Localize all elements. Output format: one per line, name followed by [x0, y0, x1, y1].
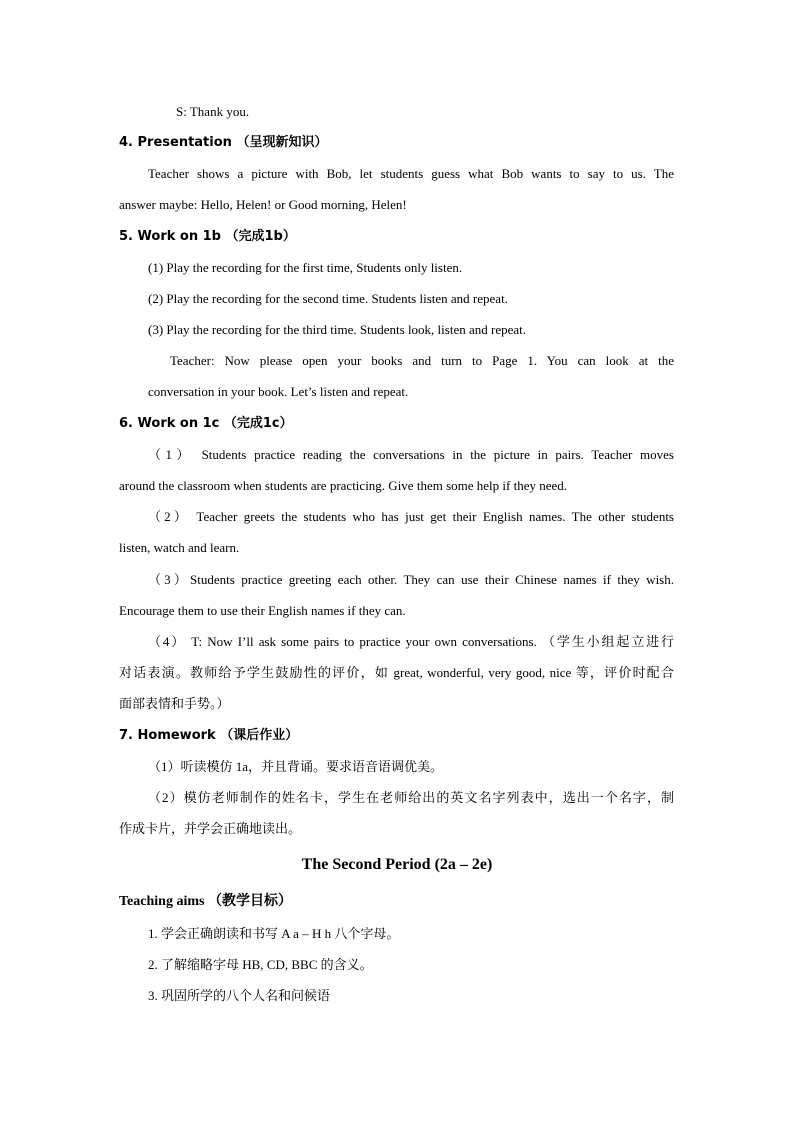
- paragraph-line: 面部表情和手势。）: [119, 696, 230, 711]
- list-item: (2) Play the recording for the second time. Students listen and repeat.: [148, 291, 508, 306]
- section-heading-homework: 7. Homework （课后作业）: [119, 728, 299, 743]
- paragraph-line: （4） T: Now I’ll ask some pairs to practice your own conversations. （学生小组起立进行: [148, 634, 674, 649]
- paragraph-line: answer maybe: Hello, Helen! or Good morning, Helen!: [119, 197, 407, 212]
- paragraph-line: Encourage them to use their English names if they can.: [119, 603, 406, 618]
- section-heading-presentation: 4. Presentation （呈现新知识）: [119, 135, 328, 150]
- list-item: (3) Play the recording for the third time. Students look, listen and repeat.: [148, 322, 526, 337]
- aim-item: 3. 巩固所学的八个人名和问候语: [148, 988, 331, 1003]
- aim-item: 2. 了解缩略字母 HB, CD, BBC 的含义。: [148, 957, 373, 972]
- list-item: （1）听读模仿 1a，并且背诵。要求语音语调优美。: [148, 759, 444, 774]
- paragraph-line: conversation in your book. Let’s listen and repeat.: [148, 384, 409, 399]
- paragraph-line: 对话表演。教师给予学生鼓励性的评价，如 great, wonderful, very good, nice 等，评价时配合: [119, 665, 674, 680]
- section-title: The Second Period (2a – 2e): [301, 856, 493, 873]
- paragraph-line: （3）Students practice greeting each other. They can use their Chinese names if they wish.: [148, 572, 674, 587]
- list-item: (1) Play the recording for the first time, Students only listen.: [148, 260, 463, 275]
- paragraph-line: around the classroom when students are practicing. Give them some help if they need.: [119, 478, 568, 493]
- paragraph-line: Teacher: Now please open your books and turn to Page 1. You can look at the: [170, 353, 674, 368]
- dialogue-line: S: Thank you.: [176, 104, 250, 119]
- section-heading-work-1b: 5. Work on 1b （完成1b）: [119, 229, 296, 244]
- teaching-aims-heading: Teaching aims （教学目标）: [119, 894, 292, 909]
- aim-item: 1. 学会正确朗读和书写 A a – H h 八个字母。: [148, 926, 400, 941]
- paragraph-line: （2） Teacher greets the students who has just get their English names. The other students: [148, 509, 674, 524]
- paragraph-line: listen, watch and learn.: [119, 540, 240, 555]
- paragraph-line: （1） Students practice reading the conversations in the picture in pairs. Teacher moves: [148, 447, 674, 462]
- paragraph-line: 作成卡片，并学会正确地读出。: [119, 821, 302, 836]
- paragraph-line: Teacher shows a picture with Bob, let students guess what Bob wants to say to us. The: [148, 166, 674, 181]
- section-heading-work-1c: 6. Work on 1c （完成1c）: [119, 416, 293, 431]
- list-item: （2）模仿老师制作的姓名卡，学生在老师给出的英文名字列表中，选出一个名字，制: [148, 790, 674, 805]
